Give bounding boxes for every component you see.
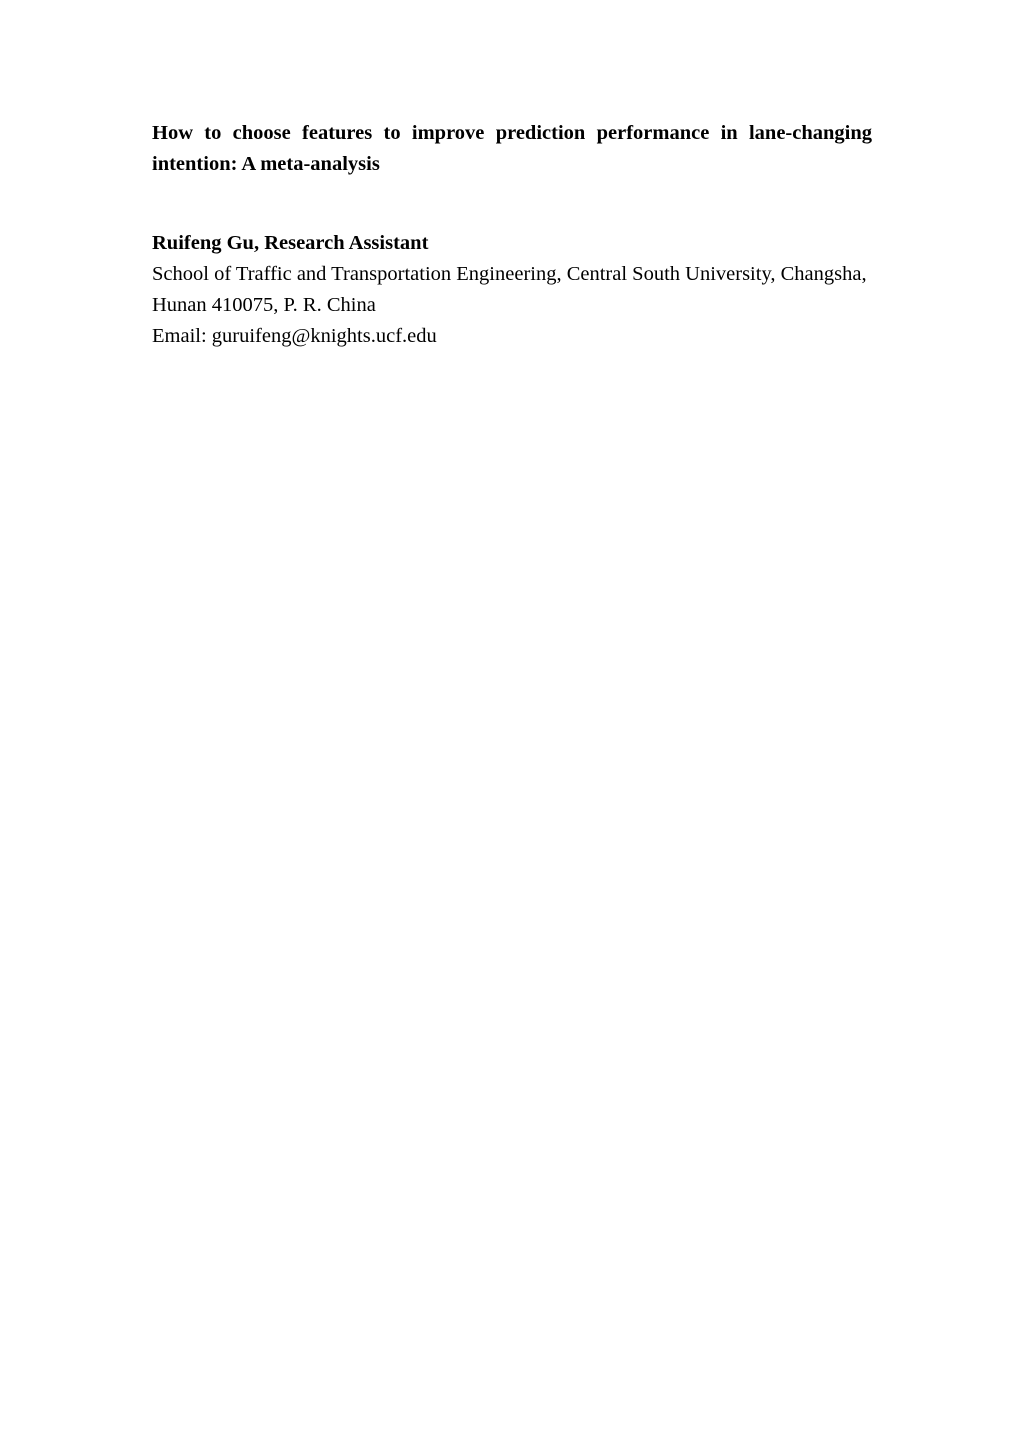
- page-title-line-1: How to choose features to improve prediction performance in lane-changing: [152, 122, 872, 144]
- title-page-content: [152, 118, 872, 352]
- author-affiliation: [152, 259, 872, 321]
- page-title: [152, 118, 872, 180]
- page-title-line-2: intention: A meta-analysis: [152, 153, 380, 175]
- affiliation-line-1: School of Traffic and Transportation Engineering, Central South University, Changsha,: [152, 263, 867, 285]
- affiliation-line-2: Hunan 410075, P. R. China: [152, 294, 376, 316]
- author-email: Email: guruifeng@knights.ucf.edu: [152, 325, 437, 347]
- author-name: Ruifeng Gu, Research Assistant: [152, 232, 429, 254]
- author-block: [152, 228, 872, 352]
